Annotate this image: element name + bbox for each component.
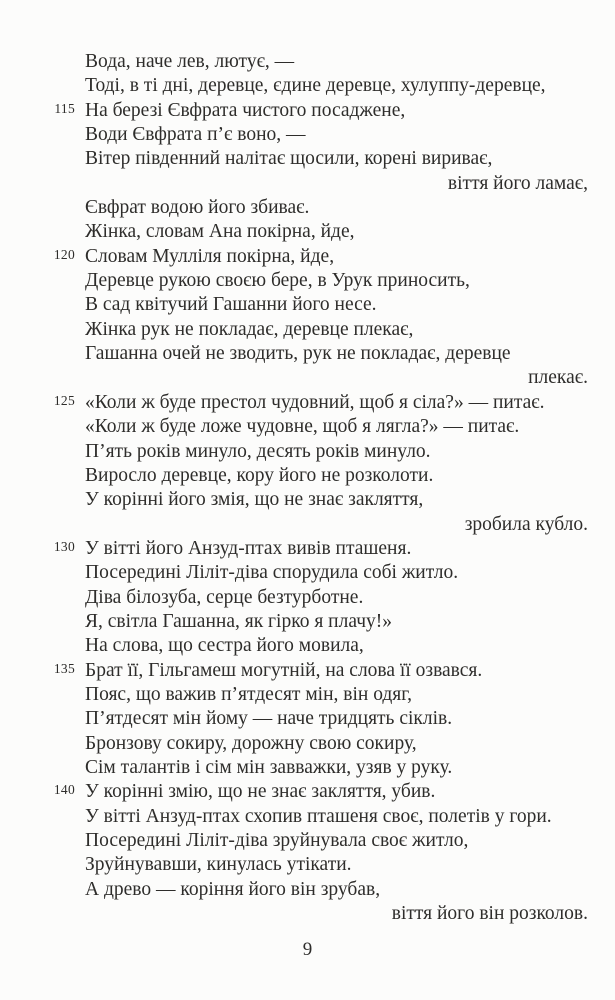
poem-line	[85, 634, 588, 658]
poem-line-text: Гашанна очей не зводить, рук не покладає, деревце	[85, 343, 511, 365]
poem-line-text: У вітті Анзуд-птах схопив пташеня своє, полетів у гори.	[85, 805, 552, 827]
poem-line	[85, 415, 588, 439]
poem-line	[85, 756, 588, 780]
poem-line	[85, 172, 588, 196]
line-number: 125	[53, 392, 75, 408]
poem-line	[85, 902, 588, 926]
poem-line	[85, 123, 588, 147]
poem-line	[85, 853, 588, 877]
poem-line-text: У корінні його змія, що не знає закляття,	[85, 489, 424, 511]
poem-line	[85, 50, 588, 74]
poem-line-text: У вітті його Анзуд-птах вивів пташеня.	[85, 537, 412, 559]
poem-line-text: Словам Мулліля покірна, йде,	[85, 245, 335, 267]
line-number: 135	[53, 660, 75, 676]
poem-line	[85, 561, 588, 585]
poem-line-text: Тоді, в ті дні, деревце, єдине деревце, хулуппу-деревце,	[85, 75, 546, 97]
poem-line-text: Посередині Ліліт-діва спорудила собі житло.	[85, 562, 459, 584]
line-number: 115	[54, 100, 75, 116]
poem-line	[53, 245, 588, 269]
poem-line-text: П’ятдесят мін йому — наче тридцять сіклів.	[85, 708, 453, 730]
poem-line	[85, 366, 588, 390]
poem-line	[85, 269, 588, 293]
poem-line	[85, 732, 588, 756]
poem-line-text: П’ять років минуло, десять років минуло.	[85, 440, 431, 462]
poem-line	[85, 610, 588, 634]
poem-line	[85, 342, 588, 366]
poem-line-text: Деревце рукою своєю бере, в Урук приносить,	[85, 270, 470, 292]
poem-line	[85, 220, 588, 244]
poem-line-text: віття його ламає,	[447, 172, 588, 194]
poem-line-text: У корінні змію, що не знає закляття, убив.	[85, 781, 436, 803]
poem-line-text: А древо — коріння його він зрубав,	[85, 878, 381, 900]
poem-line-text: В сад квітучий Гашанни його несе.	[85, 294, 377, 316]
poem-line-text: Брат її, Гільгамеш могутній, на слова її озвався.	[85, 659, 483, 681]
poem-line-text: Сім талантів і сім мін завважки, узяв у руку.	[85, 756, 453, 778]
poem-line-text: віття його він розколов.	[391, 903, 588, 925]
poem-line	[53, 780, 588, 804]
poem-line	[85, 318, 588, 342]
poem-line	[53, 659, 588, 683]
poem-line	[85, 440, 588, 464]
poem-line-text: На березі Євфрата чистого посаджене,	[85, 99, 406, 121]
poem-line-text: «Коли ж буде престол чудовний, щоб я сіла?» — питає.	[85, 391, 545, 413]
poem-line-text: Виросло деревце, кору його не розколоти.	[85, 464, 434, 486]
poem-line-text: Зруйнувавши, кинулась утікати.	[85, 854, 352, 876]
line-number: 140	[53, 782, 75, 798]
poem-line	[85, 488, 588, 512]
poem-line	[85, 586, 588, 610]
page-number: 9	[302, 939, 313, 960]
line-number: 120	[53, 246, 75, 262]
poem-line-text: зробила кубло.	[464, 513, 588, 535]
poem-line-text: Жінка, словам Ана покірна, йде,	[85, 221, 355, 243]
poem-line-text: На слова, що сестра його мовила,	[85, 635, 364, 657]
poem-line	[85, 513, 588, 537]
poem-line-text: Жінка рук не покладає, деревце плекає,	[85, 318, 414, 340]
poem-line	[85, 683, 588, 707]
poem-line	[85, 74, 588, 98]
poem-line-text: Бронзову сокиру, дорожну свою сокиру,	[85, 732, 417, 754]
poem-line	[85, 829, 588, 853]
poem-line	[53, 391, 588, 415]
poem-line-text: Діва білозуба, серце безтурботне.	[85, 586, 364, 608]
poem-line-text: Я, світла Гашанна, як гірко я плачу!»	[85, 610, 393, 632]
poem-line	[85, 293, 588, 317]
poem-line-text: Євфрат водою його збиває.	[85, 197, 310, 219]
poem-line	[85, 147, 588, 171]
poem-line-text: Пояс, що важив п’ятдесят мін, він одяг,	[85, 683, 412, 705]
poem-line-text: «Коли ж буде ложе чудовне, щоб я лягла?» — питає.	[85, 416, 520, 438]
poem-line	[85, 196, 588, 220]
poem-line-text: Вода, наче лев, лютує, —	[85, 51, 295, 72]
poem-line-text: Посередині Ліліт-діва зруйнувала своє житло,	[85, 830, 469, 851]
poem	[53, 50, 588, 926]
poem-line	[85, 707, 588, 731]
poem-line	[53, 537, 588, 561]
poem-line	[85, 464, 588, 488]
poem-line	[85, 878, 588, 902]
poem-line-text: плекає.	[528, 367, 588, 389]
poem-line-text: Води Євфрата п’є воно, —	[85, 124, 306, 146]
poem-line	[54, 99, 588, 123]
poem-line	[85, 805, 588, 829]
line-number: 130	[53, 538, 75, 554]
poem-line-text: Вітер південний налітає щосили, корені вириває,	[85, 148, 493, 170]
